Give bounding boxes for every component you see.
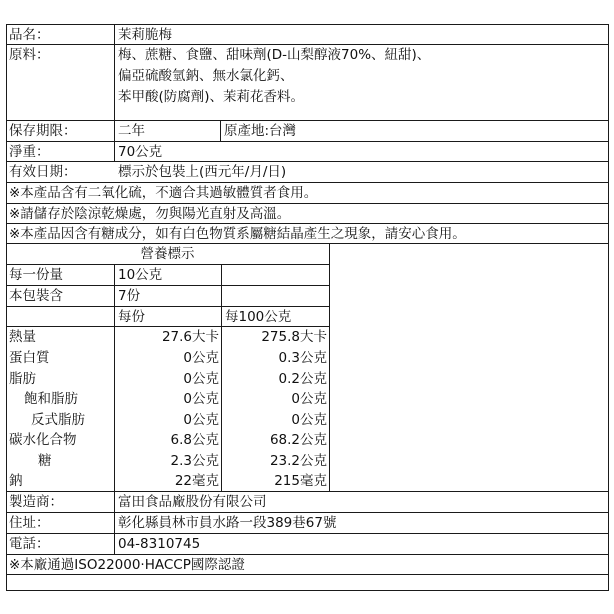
nutrient-per-serving: 2.3公克	[170, 453, 219, 469]
nutrient-per-100g: 275.8大卡	[261, 329, 327, 345]
phone-label: 電話：	[9, 536, 50, 552]
nutrient-per-100g: 0公克	[291, 391, 327, 407]
address-label: 住址：	[9, 515, 50, 531]
nutrient-label: 脂肪	[9, 371, 36, 387]
origin-value: 原產地:台灣	[224, 123, 297, 139]
nutrient-label: 糖	[38, 453, 52, 469]
nutrient-per-serving: 0公克	[183, 350, 219, 366]
nutrient-label: 碳水化合物	[9, 432, 77, 448]
address-value: 彰化縣員林市員水路一段389巷67號	[118, 515, 337, 531]
notice-storage: ※請儲存於陰涼乾燥處，勿與陽光直射及高溫。	[9, 206, 291, 222]
ingredients-line: 梅、蔗糖、食鹽、甜味劑(D-山梨醇液70%、紐甜)、	[118, 47, 431, 63]
ingredients-line: 苯甲酸(防腐劑)、茉莉花香料。	[118, 89, 305, 105]
nutrient-per-serving: 0公克	[183, 371, 219, 387]
col-per-serving-header: 每份	[118, 309, 145, 325]
nutrition-title: 營養標示	[140, 246, 195, 262]
servings-label: 本包裝含	[9, 288, 63, 304]
net-weight-value: 70公克	[118, 144, 163, 160]
nutrient-per-serving: 6.8公克	[170, 432, 219, 448]
product-name-value: 茉莉脆梅	[118, 27, 172, 43]
nutrient-per-100g: 215毫克	[274, 473, 327, 489]
nutrient-per-serving: 0公克	[183, 412, 219, 428]
serving-size-label: 每一份量	[9, 267, 63, 283]
ingredients-line: 偏亞硫酸氫鈉、無水氯化鈣、	[118, 68, 294, 84]
manufacturer-label: 製造商：	[9, 494, 63, 510]
nutrient-label: 熱量	[9, 329, 36, 345]
shelf-life-value: 二年	[118, 123, 145, 139]
nutrient-per-100g: 0.3公克	[278, 350, 327, 366]
phone-value: 04-8310745	[118, 536, 201, 552]
nutrient-per-serving: 22毫克	[174, 473, 219, 489]
notice-sugar-crystal: ※本產品因含有糖成分，如有白色物質系屬糖結晶產生之現象，請安心食用。	[9, 226, 466, 242]
product-name-label: 品名：	[9, 27, 50, 43]
nutrient-per-serving: 27.6大卡	[161, 329, 219, 345]
nutrient-label: 飽和脂肪	[24, 391, 78, 407]
shelf-life-label: 保存期限：	[9, 123, 77, 139]
notice-sulfite: ※本產品含有二氧化硫，不適合其過敏體質者食用。	[9, 185, 318, 201]
nutrient-per-serving: 0公克	[183, 391, 219, 407]
serving-size-value: 10公克	[118, 267, 163, 283]
nutrient-per-100g: 0.2公克	[278, 371, 327, 387]
nutrient-label: 反式脂肪	[31, 412, 85, 428]
net-weight-label: 淨重：	[9, 144, 50, 160]
certification-note: ※本廠通過ISO22000‧HACCP國際認證	[9, 557, 245, 573]
expiry-label: 有效日期：	[9, 164, 77, 180]
nutrient-label: 蛋白質	[9, 350, 50, 366]
ingredients-label: 原料：	[9, 47, 50, 63]
nutrient-per-100g: 0公克	[291, 412, 327, 428]
manufacturer-value: 富田食品廠股份有限公司	[118, 494, 267, 510]
servings-value: 7份	[118, 288, 141, 304]
col-per-100g-header: 每100公克	[225, 309, 292, 325]
nutrient-per-100g: 68.2公克	[269, 432, 327, 448]
expiry-value: 標示於包裝上(西元年/月/日)	[118, 164, 287, 180]
nutrient-label: 鈉	[9, 473, 23, 489]
nutrient-per-100g: 23.2公克	[269, 453, 327, 469]
